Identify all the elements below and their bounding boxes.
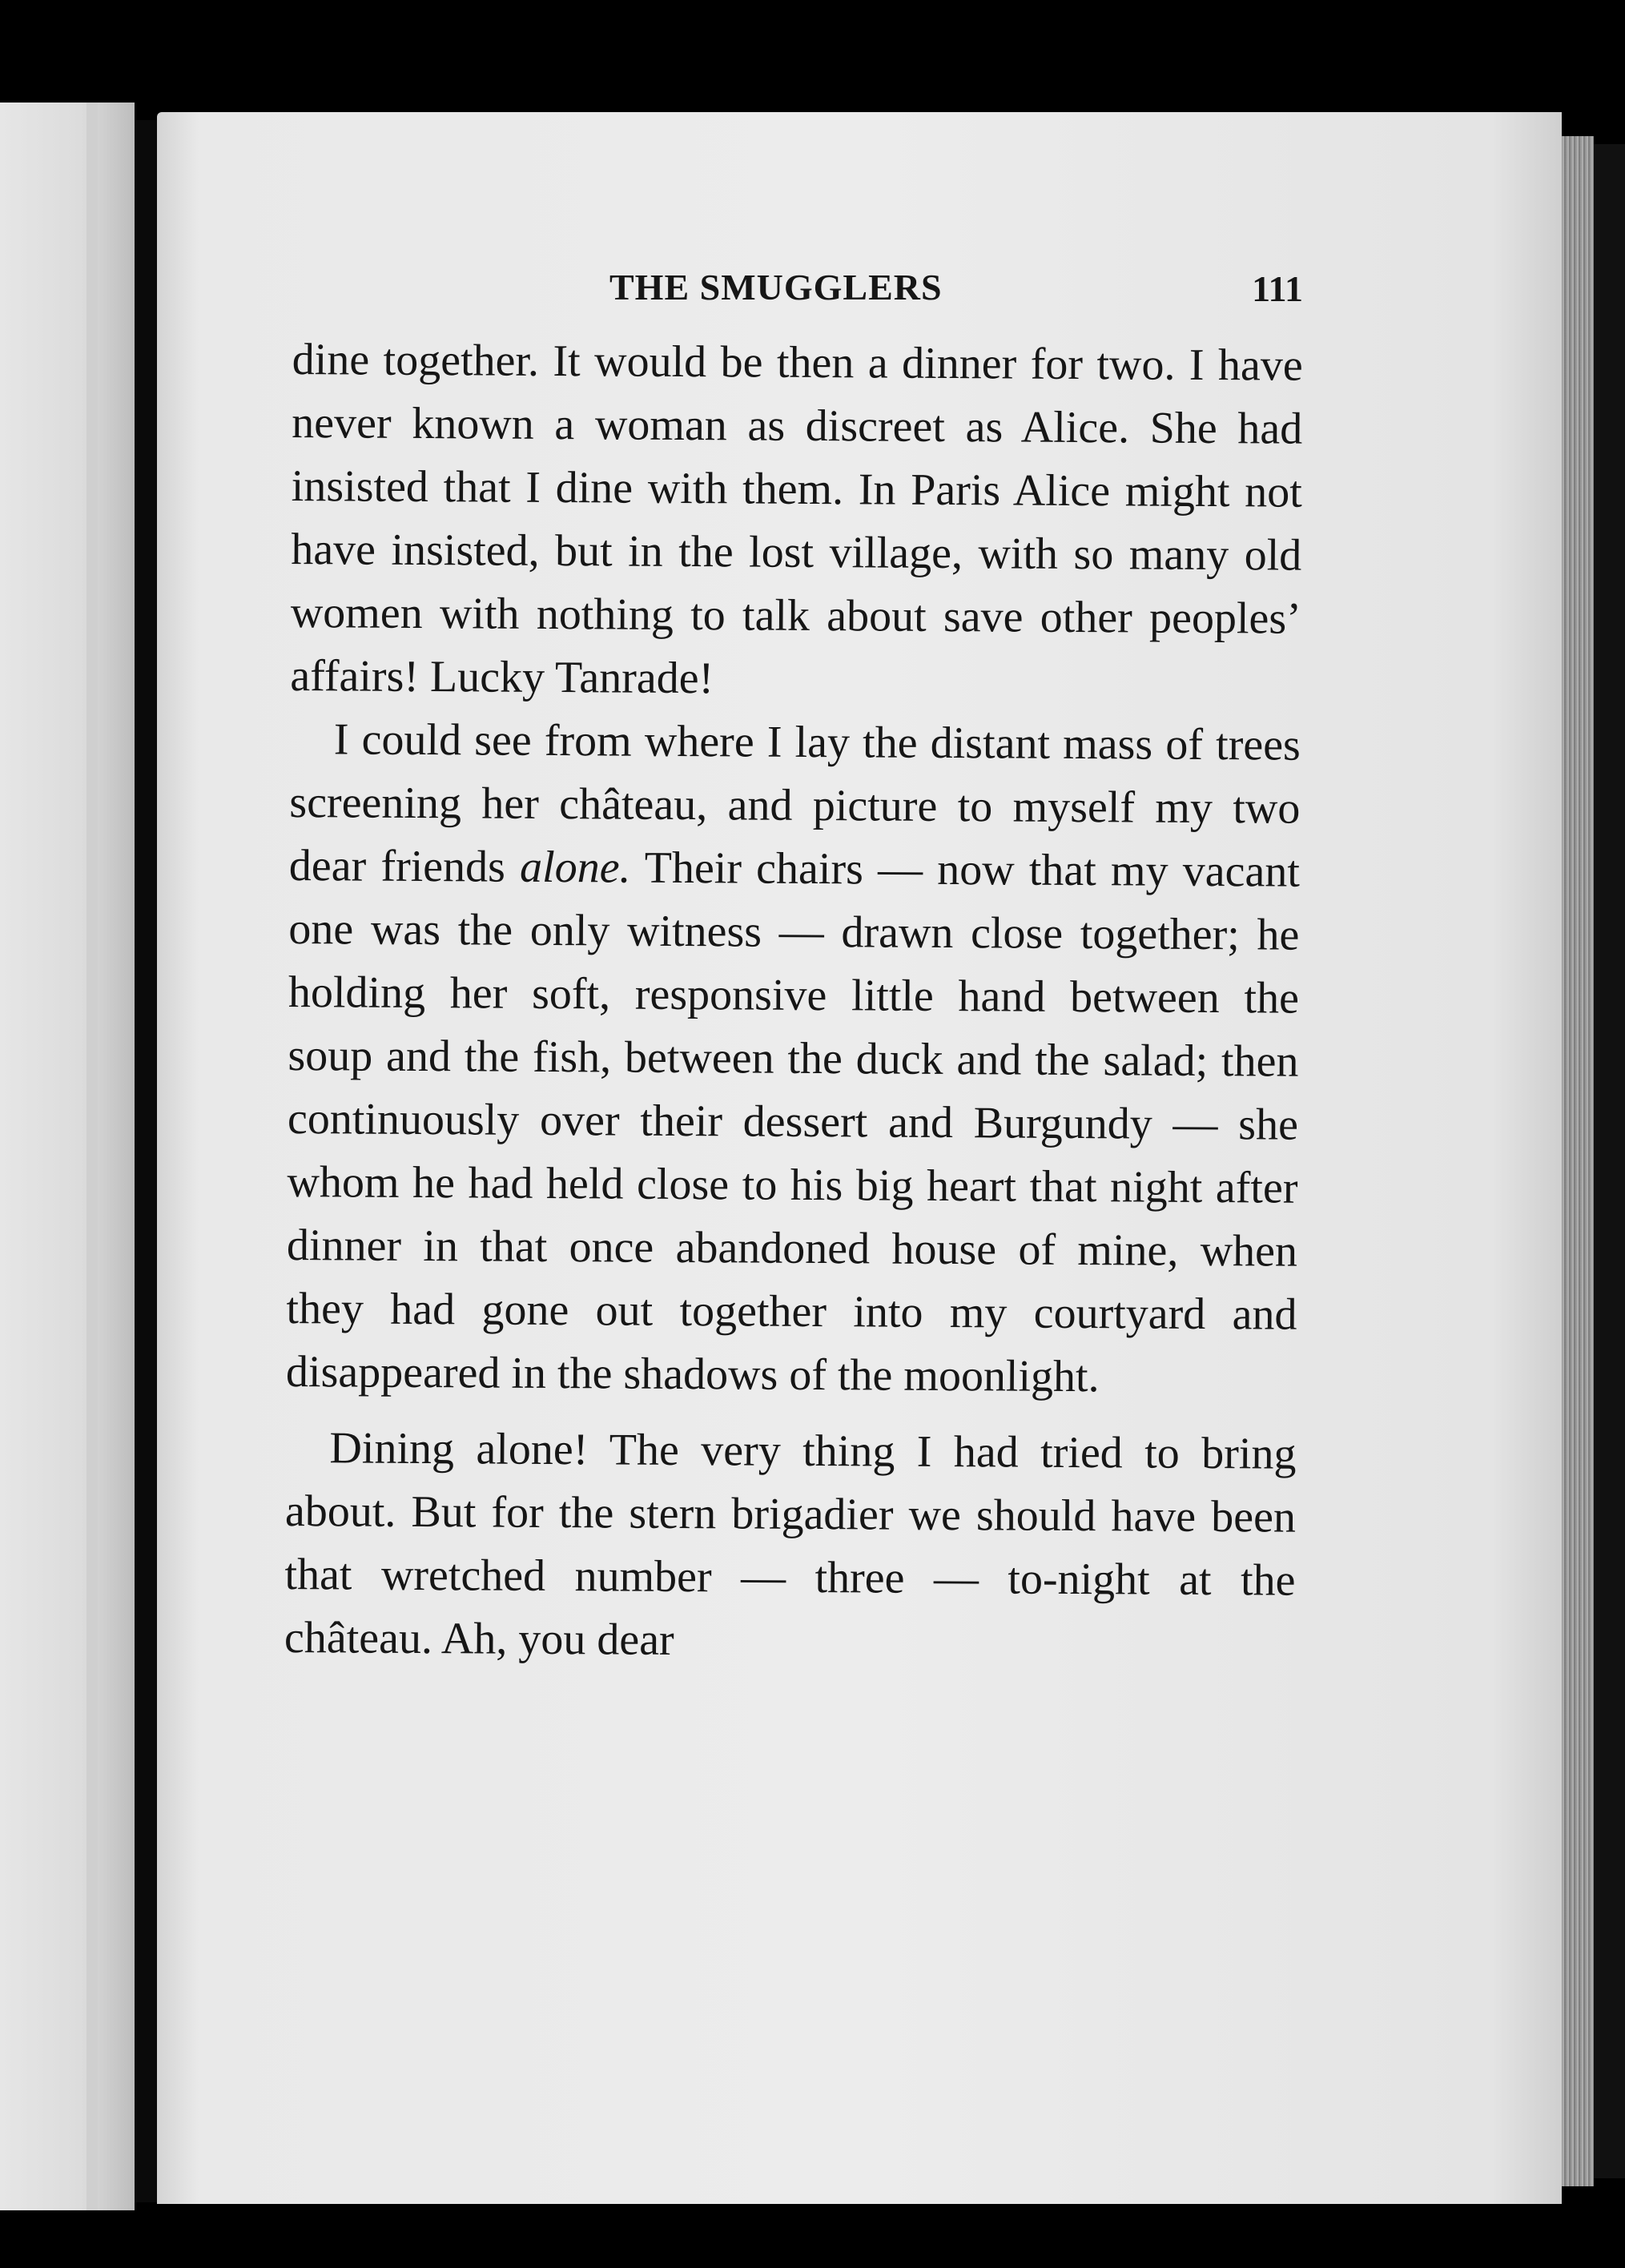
paragraph-3 (284, 1417, 1297, 1676)
running-title: THE SMUGGLERS (609, 267, 943, 308)
page-header (292, 266, 1303, 322)
paragraph-2-text-start: I could see from where I lay the distant mass of trees screening her château, and picture to myself my two dear friends (288, 714, 1301, 892)
paragraph-2-emphasis: alone. (519, 842, 631, 893)
paragraph-1 (290, 328, 1303, 714)
paragraph-2 (286, 708, 1301, 1410)
page-number: 111 (1252, 268, 1303, 309)
paragraph-1-text: dine together. It would be then a dinner for two. I have never known a woman as discreet as Alice. She had insisted that I dine with them. In Paris Alice might not have insisted, but in the lost village, with so many old women with nothing to talk about save other peoples’ affairs! Lucky Tanrade! (290, 334, 1303, 704)
facing-page-edge (0, 103, 135, 2210)
book-cover-edge (1594, 144, 1625, 2178)
page-stack-edges (1562, 136, 1594, 2186)
book-gutter (135, 120, 157, 2202)
paragraph-2-text-end: Their chairs — now that my vacant one was the only witness — drawn close together; he holding her soft, responsive little hand between the soup and the fish, between the duck and the salad; then continuously over their dessert and Burgundy — she whom he had held close to his big heart that night after dinner in that once abandoned house of mine, when they had gone out together into my courtyard and disappeared in the shadows of the moonlight. (285, 842, 1301, 1402)
paragraph-3-text: Dining alone! The very thing I had tried to bring about. But for the stern brigadier we should have been that wretched number — three — to-night at the château. Ah, you dear (284, 1423, 1297, 1665)
facing-page-margin (86, 103, 98, 2210)
body-text (284, 328, 1303, 1676)
